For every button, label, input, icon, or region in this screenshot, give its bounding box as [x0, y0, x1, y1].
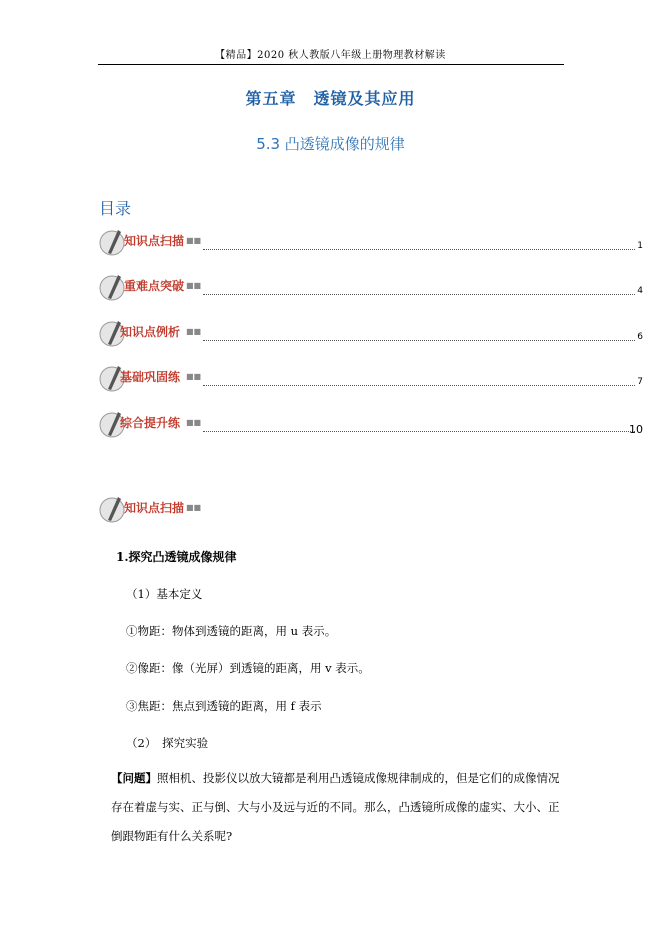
- badge-dots-icon: ■■: [186, 236, 202, 245]
- toc-leader: [203, 431, 635, 432]
- section-badge: [98, 493, 218, 529]
- badge-dots-icon: ■■: [186, 327, 202, 336]
- toc-entry[interactable]: [98, 362, 643, 398]
- toc-leader: [203, 294, 635, 295]
- toc-entry[interactable]: [98, 408, 643, 444]
- toc-title: 目录: [99, 199, 132, 218]
- section-badge-label: 知识点扫描: [124, 501, 185, 515]
- subheading-definitions: （1）基本定义: [126, 587, 203, 601]
- toc-page-number: 1: [637, 241, 643, 251]
- badge-dots-icon: ■■: [186, 281, 202, 290]
- toc-entry-label: 重难点突破: [124, 279, 185, 293]
- question-paragraph: [111, 764, 561, 851]
- toc-entry[interactable]: [98, 317, 643, 353]
- toc-leader: [203, 249, 635, 250]
- toc-page-number: 6: [637, 332, 643, 342]
- toc-badge: [98, 408, 208, 440]
- chapter-title: 第五章 透镜及其应用: [245, 89, 416, 108]
- question-text: 照相机、投影仪以放大镜都是利用凸透镜成像规律制成的，但是它们的成像情况存在着虚与实、正与倒、大与小及远与近的不同。那么，凸透镜所成像的虚实、大小、正倒跟物距有什么关系呢?: [111, 771, 560, 843]
- definition-image-distance: ②像距：像（光屏）到透镜的距离，用 v 表示。: [126, 661, 370, 675]
- toc-leader: [203, 385, 635, 386]
- toc-entry-label: 综合提升练: [120, 416, 181, 430]
- badge-dots-icon: ■■: [186, 503, 202, 512]
- badge-dots-icon: ■■: [186, 418, 202, 427]
- header-rule: [98, 64, 564, 65]
- toc-badge: [98, 226, 208, 258]
- definition-object-distance: ①物距：物体到透镜的距离，用 u 表示。: [126, 624, 337, 638]
- toc-badge: [98, 317, 208, 349]
- toc-page-number: 7: [637, 377, 643, 387]
- toc-entry[interactable]: [98, 271, 643, 307]
- toc-leader: [203, 340, 635, 341]
- toc-entry-label: 知识点扫描: [124, 234, 185, 248]
- toc-page-number: 10: [629, 423, 643, 436]
- badge-dots-icon: ■■: [186, 372, 202, 381]
- section-title: 5.3 凸透镜成像的规律: [256, 135, 405, 153]
- toc-page-number: 4: [637, 286, 643, 296]
- toc-badge: [98, 271, 208, 303]
- toc-entry-label: 基础巩固练: [120, 370, 181, 384]
- subheading-experiment: （2） 探究实验: [126, 736, 209, 750]
- question-tag: 【问题】: [111, 771, 157, 785]
- toc-entry[interactable]: [98, 226, 643, 262]
- page-header: 【精品】2020 秋人教版八年级上册物理教材解读: [215, 50, 446, 61]
- toc-badge: [98, 362, 208, 394]
- toc-entry-label: 知识点例析: [120, 325, 181, 339]
- item-title: 1.探究凸透镜成像规律: [116, 550, 237, 564]
- definition-focal-length: ③焦距：焦点到透镜的距离，用 f 表示: [126, 699, 322, 713]
